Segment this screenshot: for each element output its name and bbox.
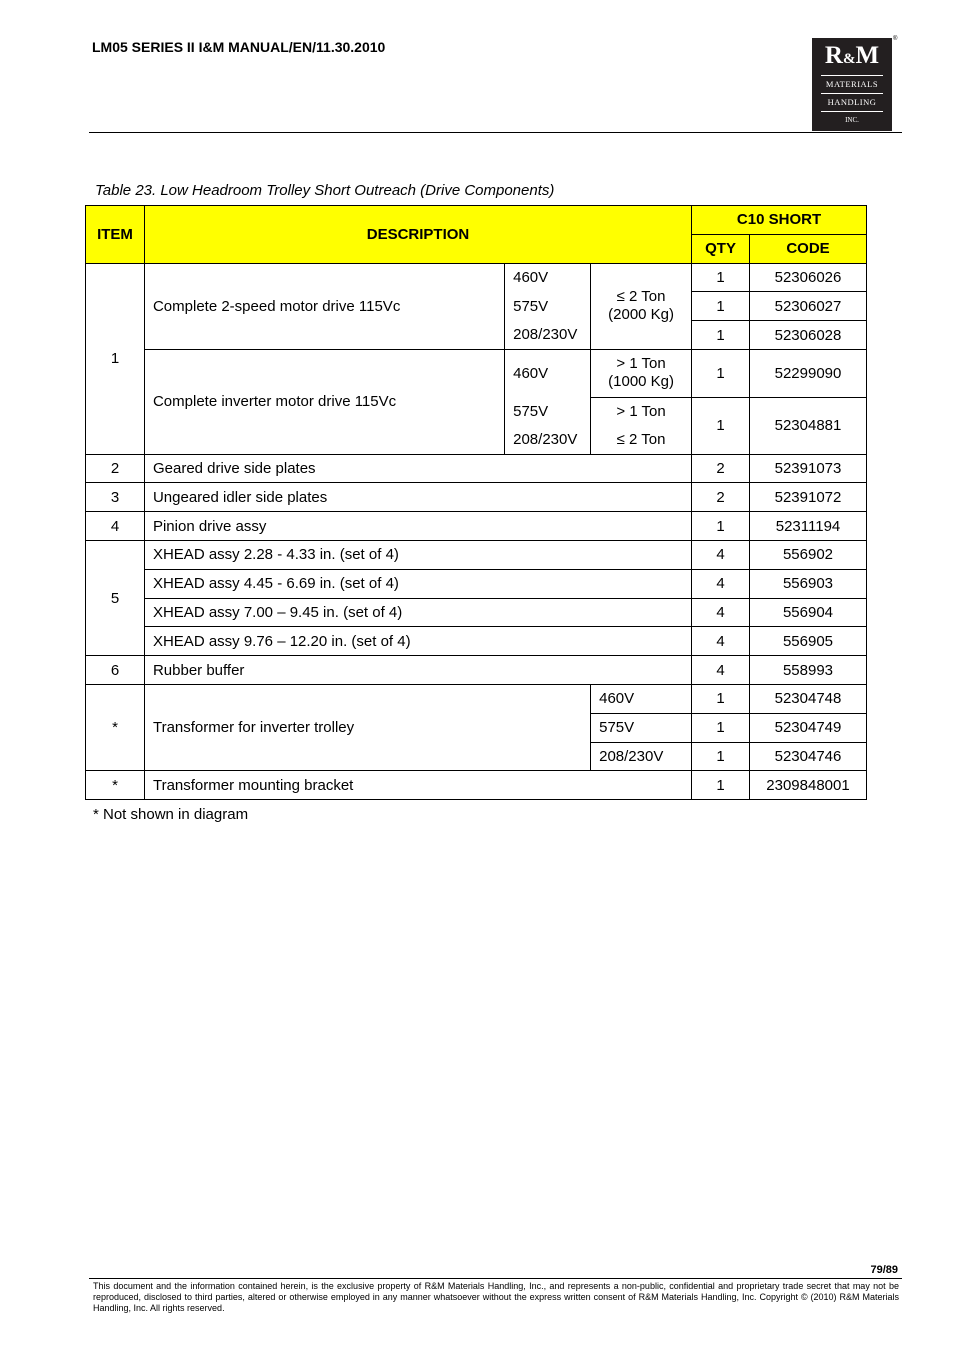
item-description: Pinion drive assy xyxy=(144,512,691,541)
voltage: 208/230V xyxy=(505,321,591,350)
code: 52304748 xyxy=(750,684,867,713)
col-header-group: C10 SHORT xyxy=(692,206,867,235)
voltage: 460V xyxy=(591,684,692,713)
qty: 4 xyxy=(692,656,750,685)
capacity: > 1 Ton (1000 Kg) xyxy=(591,349,692,397)
code: 52391072 xyxy=(750,483,867,512)
col-header-qty: QTY xyxy=(692,234,750,263)
logo-text-handling: HANDLING xyxy=(827,97,877,107)
voltage: 575V xyxy=(591,713,692,742)
item-description: Complete inverter motor drive 115Vc xyxy=(144,349,504,454)
code: 556902 xyxy=(750,540,867,569)
item-number: * xyxy=(86,771,145,800)
registered-mark: ® xyxy=(893,36,898,42)
item-number: 2 xyxy=(86,454,145,483)
qty: 4 xyxy=(692,598,750,627)
table-row xyxy=(86,454,867,483)
page-number: 79/89 xyxy=(870,1264,898,1276)
qty: 1 xyxy=(692,713,750,742)
table-row xyxy=(86,540,867,569)
item-description: XHEAD assy 4.45 - 6.69 in. (set of 4) xyxy=(144,569,691,598)
code: 556903 xyxy=(750,569,867,598)
item-description: XHEAD assy 2.28 - 4.33 in. (set of 4) xyxy=(144,540,691,569)
item-number: 6 xyxy=(86,656,145,685)
item-description: XHEAD assy 9.76 – 12.20 in. (set of 4) xyxy=(144,627,691,656)
capacity: > 1 Ton xyxy=(591,397,692,425)
item-number: 5 xyxy=(86,540,145,655)
voltage: 208/230V xyxy=(591,742,692,771)
qty: 1 xyxy=(692,512,750,541)
code: 52304746 xyxy=(750,742,867,771)
col-header-item: ITEM xyxy=(86,206,145,264)
code: 52299090 xyxy=(750,349,867,397)
qty: 4 xyxy=(692,627,750,656)
table-row xyxy=(86,569,867,598)
company-logo xyxy=(812,38,892,131)
capacity: ≤ 2 Ton (2000 Kg) xyxy=(591,263,692,349)
qty: 1 xyxy=(692,771,750,800)
item-description: XHEAD assy 7.00 – 9.45 in. (set of 4) xyxy=(144,598,691,627)
table-row xyxy=(86,512,867,541)
document-title: LM05 SERIES II I&M MANUAL/EN/11.30.2010 xyxy=(92,39,386,55)
table-row xyxy=(86,771,867,800)
item-description: Ungeared idler side plates xyxy=(144,483,691,512)
item-description: Transformer for inverter trolley xyxy=(144,684,590,770)
qty: 1 xyxy=(692,684,750,713)
logo-mark: R&M xyxy=(824,42,880,69)
code: 52306027 xyxy=(750,292,867,321)
voltage: 208/230V xyxy=(505,426,591,454)
header-divider xyxy=(89,132,902,133)
qty: 1 xyxy=(692,397,750,454)
table-row xyxy=(86,598,867,627)
col-header-description: DESCRIPTION xyxy=(144,206,691,264)
item-description: Rubber buffer xyxy=(144,656,691,685)
code: 2309848001 xyxy=(750,771,867,800)
table-row xyxy=(86,263,867,292)
parts-table xyxy=(85,205,867,800)
voltage: 575V xyxy=(505,397,591,425)
qty: 1 xyxy=(692,321,750,350)
qty: 2 xyxy=(692,454,750,483)
item-number: 1 xyxy=(86,263,145,454)
item-number: 3 xyxy=(86,483,145,512)
qty: 4 xyxy=(692,569,750,598)
table-row xyxy=(86,349,867,397)
code: 52306026 xyxy=(750,263,867,292)
logo-text-materials: MATERIALS xyxy=(825,79,879,89)
code: 556904 xyxy=(750,598,867,627)
capacity: ≤ 2 Ton xyxy=(591,426,692,454)
code: 52391073 xyxy=(750,454,867,483)
code: 558993 xyxy=(750,656,867,685)
table-footnote: * Not shown in diagram xyxy=(93,806,249,823)
item-number: * xyxy=(86,684,145,770)
qty: 1 xyxy=(692,292,750,321)
table-row xyxy=(86,684,867,713)
table-row xyxy=(86,627,867,656)
table-header-row xyxy=(86,206,867,235)
col-header-code: CODE xyxy=(750,234,867,263)
qty: 1 xyxy=(692,349,750,397)
footer-divider xyxy=(89,1278,902,1279)
logo-text-inc: INC. xyxy=(845,116,859,124)
qty: 1 xyxy=(692,263,750,292)
footer-disclaimer: This document and the information contained herein, is the exclusive property of R&M Materials Handling, Inc., and represents a non-public, confidential and proprietary trade secret that may not be reproduced, disclosed to third parties, altered or otherwise employed in any manner whatsoever without the express written consent of R&M Materials Handling, Inc. Copyright © (2010) R&M Materials Handling, Inc. All rights reserved. xyxy=(93,1281,899,1313)
code: 52306028 xyxy=(750,321,867,350)
voltage: 460V xyxy=(505,349,591,397)
qty: 2 xyxy=(692,483,750,512)
table-caption: Table 23. Low Headroom Trolley Short Outreach (Drive Components) xyxy=(95,182,555,199)
qty: 1 xyxy=(692,742,750,771)
voltage: 575V xyxy=(505,292,591,321)
code: 556905 xyxy=(750,627,867,656)
item-number: 4 xyxy=(86,512,145,541)
item-description: Geared drive side plates xyxy=(144,454,691,483)
qty: 4 xyxy=(692,540,750,569)
code: 52304881 xyxy=(750,397,867,454)
code: 52304749 xyxy=(750,713,867,742)
table-row xyxy=(86,483,867,512)
voltage: 460V xyxy=(505,263,591,292)
table-row xyxy=(86,656,867,685)
item-description: Transformer mounting bracket xyxy=(144,771,691,800)
code: 52311194 xyxy=(750,512,867,541)
item-description: Complete 2-speed motor drive 115Vc xyxy=(144,263,504,349)
